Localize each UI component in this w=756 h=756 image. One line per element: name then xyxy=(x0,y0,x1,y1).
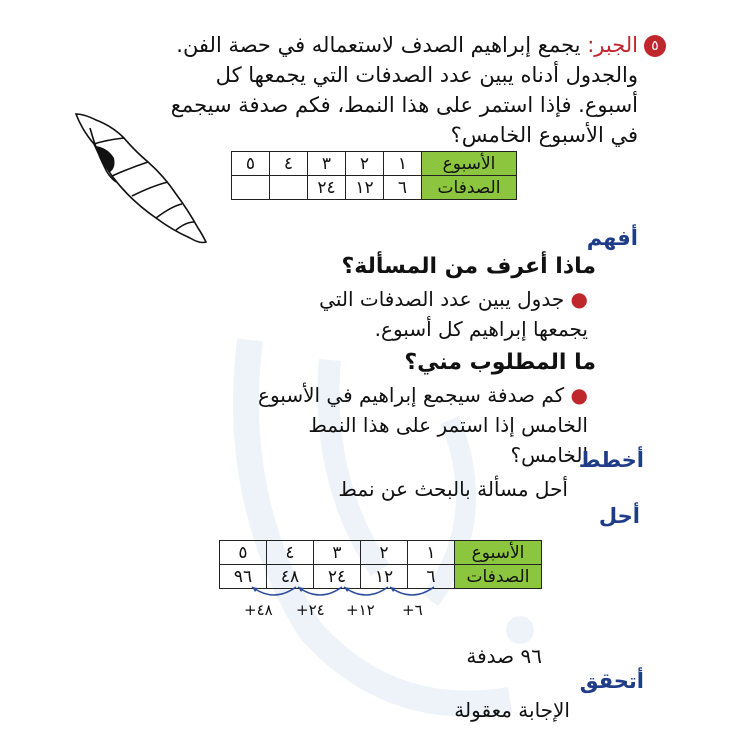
shells-cell: ٩٦ xyxy=(220,565,267,589)
answer-what-i-know xyxy=(258,284,588,344)
week-cell: ٣ xyxy=(314,541,361,565)
week-header-cell: الأسبوع xyxy=(422,152,517,176)
answer-what-is-required xyxy=(228,380,588,470)
answer-what-is-required-text: كم صدفة سيجمع إبراهيم في الأسبوع الخامس إذا استمر على هذا النمط الخامس؟ xyxy=(258,383,588,467)
shells-cell: ٢٤ xyxy=(308,176,346,200)
shells-cell: ٢٤ xyxy=(314,565,361,589)
arrow-icon xyxy=(298,587,342,595)
solution-answer: ٩٦ صدفة xyxy=(466,644,542,668)
plan-heading: أخطط xyxy=(578,448,644,472)
solve-heading: أحل xyxy=(598,504,640,528)
shells-header-cell: الصدفات xyxy=(422,176,517,200)
check-heading: أتحقق xyxy=(579,669,644,693)
answer-what-i-know-text: جدول يبين عدد الصدفات التي يجمعها إبراهيم كل أسبوع. xyxy=(319,287,588,341)
shells-cell: ١٢ xyxy=(346,176,384,200)
shells-cell: ٤٨ xyxy=(267,565,314,589)
shells-cell: ١٢ xyxy=(361,565,408,589)
bullet-icon: ● xyxy=(570,287,588,311)
week-cell: ١ xyxy=(408,541,455,565)
week-cell: ٤ xyxy=(270,152,308,176)
shells-cell xyxy=(232,176,270,200)
increment-label: +٤٨ xyxy=(244,601,273,619)
shells-table xyxy=(231,151,517,200)
week-cell: ٣ xyxy=(308,152,346,176)
problem-statement xyxy=(168,30,638,150)
week-cell: ٢ xyxy=(361,541,408,565)
plan-text: أحل مسألة بالبحث عن نمط xyxy=(338,477,568,501)
arrow-icon xyxy=(344,587,388,595)
bullet-icon: ● xyxy=(570,383,588,407)
check-text: الإجابة معقولة xyxy=(454,698,570,722)
problem-number-badge: ٥ xyxy=(644,35,666,57)
shells-cell: ٦ xyxy=(384,176,422,200)
increment-label: +٦ xyxy=(402,601,423,619)
question-what-i-know: ماذا أعرف من المسألة؟ xyxy=(341,254,596,279)
arrow-icon xyxy=(252,587,296,595)
week-cell: ٥ xyxy=(220,541,267,565)
table-row xyxy=(232,176,517,200)
week-cell: ١ xyxy=(384,152,422,176)
problem-text: يجمع إبراهيم الصدف لاستعماله في حصة الفن. والجدول أدناه يبين عدد الصدفات التي يجمعها كل أسبوع. فإذا استمر على هذا النمط، فكم صدفة سيجمع في الأسبوع الخامس؟ xyxy=(170,33,638,147)
question-what-is-required: ما المطلوب مني؟ xyxy=(404,350,596,375)
increment-label: +١٢ xyxy=(346,601,375,619)
problem-label: الجبر: xyxy=(587,33,638,57)
week-cell: ٤ xyxy=(267,541,314,565)
week-header-cell: الأسبوع xyxy=(455,541,542,565)
table-row xyxy=(232,152,517,176)
increment-label: +٢٤ xyxy=(296,601,325,619)
shells-header-cell: الصدفات xyxy=(455,565,542,589)
week-cell: ٢ xyxy=(346,152,384,176)
week-cell: ٥ xyxy=(232,152,270,176)
shells-cell xyxy=(270,176,308,200)
solution-table xyxy=(219,540,542,589)
arrow-icon xyxy=(390,587,434,595)
seashell-icon xyxy=(72,110,212,250)
shells-cell: ٦ xyxy=(408,565,455,589)
understand-heading: أفهم xyxy=(586,226,638,250)
table-row xyxy=(220,541,542,565)
